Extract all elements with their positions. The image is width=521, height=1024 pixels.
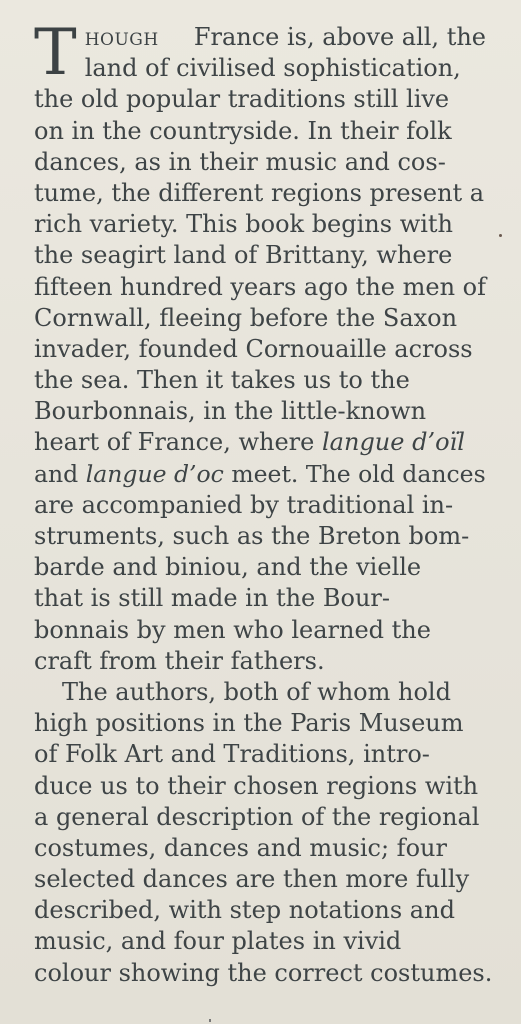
text-line: that is still made in the Bour- [34, 584, 391, 613]
text-line: of Folk Art and Traditions, intro- [34, 740, 430, 769]
text-line: the sea. Then it takes us to the [34, 366, 410, 395]
text-line: music, and four plates in vivid [34, 927, 402, 956]
text-line: selected dances are then more fully [34, 865, 470, 894]
text-line: on in the countryside. In their folk [34, 116, 452, 145]
text-line: dances, as in their music and cos- [34, 147, 446, 176]
text-line: tume, the different regions present a [34, 178, 485, 207]
text-line: heart of France, where langue d’oïl [34, 428, 465, 457]
text-line: land of civilised sophistication, [84, 54, 461, 83]
paper-speck [499, 234, 502, 237]
paragraph-2 [34, 677, 493, 989]
italic-term: langue d’oc [85, 459, 224, 488]
text-line: high positions in the Paris Museum [34, 709, 464, 738]
paper-mark [209, 1019, 211, 1022]
blurb-text [34, 16, 493, 989]
text-line: the old popular traditions still live [34, 85, 450, 114]
paragraph-1 [34, 16, 486, 677]
text-line: Bourbonnais, in the little-known [34, 397, 427, 426]
text-line: described, with step notations and [34, 896, 455, 925]
text-line: are accompanied by traditional in- [34, 490, 454, 519]
text-line: and langue d’oc meet. The old dances [34, 459, 486, 488]
text-line: The authors, both of whom hold [62, 677, 451, 706]
italic-term: langue d’oïl [322, 428, 465, 457]
text-line: duce us to their chosen regions with [34, 771, 479, 800]
text-line: Cornwall, fleeing before the Saxon [34, 303, 458, 332]
text-line: HOUGH France is, above all, the [84, 23, 486, 51]
text-line: rich variety. This book begins with [34, 210, 454, 239]
text-line: a general description of the regional [34, 802, 480, 831]
text-line: invader, founded Cornouaille across [34, 334, 473, 363]
text-line: fifteen hundred years ago the men of [34, 272, 486, 301]
text-line: costumes, dances and music; four [34, 833, 447, 862]
text-line: craft from their fathers. [34, 646, 325, 675]
text-line: bonnais by men who learned the [34, 615, 431, 644]
text-line: the seagirt land of Brittany, where [34, 241, 453, 270]
drop-cap: T [34, 16, 77, 90]
text-line: barde and biniou, and the vielle [34, 553, 422, 582]
text-line: struments, such as the Breton bom- [34, 522, 470, 550]
text-line: colour showing the correct costumes. [34, 958, 493, 987]
